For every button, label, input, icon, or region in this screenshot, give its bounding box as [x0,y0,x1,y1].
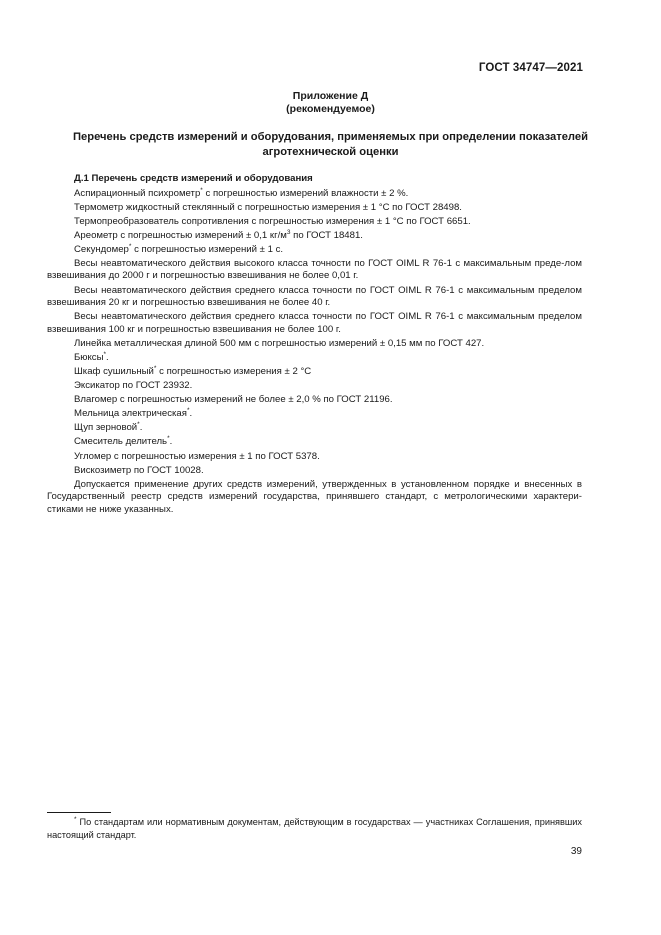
list-item-text: Весы неавтоматического действия высокого класса точности по ГОСТ OIML R 76-1 с максимальным преде-лом взвешивания до 2000 г и погрешностью взвешивания не более 0,01 г. [47,257,582,282]
list-item-text-tail: с погрешностью измерений ± 1 с. [131,243,284,255]
list-item-text: Бюксы [74,351,104,363]
list-item-text: Секундомер [74,243,129,255]
list-item [47,451,582,464]
list-item [47,285,582,310]
list-item [47,394,582,407]
list-item [47,230,582,243]
list-item [47,244,582,257]
list-item [47,188,582,201]
page-title-line-2: агротехнической оценки [262,145,399,158]
footnote-marker: * [74,815,77,823]
list-item [47,352,582,365]
appendix-heading [0,90,661,116]
list-item-text-tail: с погрешностью измерения ± 2 °С [156,365,312,377]
list-item-text: Аспирационный психрометр [74,187,201,199]
footnote [47,816,582,841]
list-item [47,202,582,215]
list-item-text: Допускается применение других средств измерений, утвержденных в установленном порядке и внесенных в Государственный реестр средств измерений государства, принявшего стандарт, с метрологическими характери-стиками не ниже указанных. [47,478,582,515]
list-item-text: Мельница электрическая [74,408,187,420]
list-item-text: Линейка металлическая длиной 500 мм с погрешностью измерений ± 0,15 мм по ГОСТ 427. [74,337,485,349]
list-item-superscript: * [153,364,157,372]
list-item [47,311,582,336]
list-item-text: Шкаф сушильный [74,365,154,377]
page-title [60,130,601,159]
appendix-label: Приложение Д [292,90,369,102]
section-heading: Д.1 Перечень средств измерений и оборудования [74,173,313,184]
list-item-superscript: * [167,435,170,443]
page-header-standard-id: ГОСТ 34747—2021 [478,62,583,74]
list-item-text: Смеситель делитель [74,436,168,448]
footnote-text: По стандартам или нормативным документам, действующим в государствах — участниках Соглашения, принявших настоящий стандарт. [47,817,582,840]
list-item [47,408,582,421]
list-item-text-tail: с погрешностью измерений влажности ± 2 %. [202,187,409,199]
list-item [47,258,582,283]
list-item-text: Ареометр с погрешностью измерений ± 0,1 кг/м [74,229,287,241]
list-item-superscript: * [200,186,203,194]
list-item-text: Эксикатор по ГОСТ 23932. [74,380,193,392]
list-item [47,380,582,393]
equipment-list [47,188,582,517]
list-item-superscript: * [186,407,190,415]
footnote-divider [47,812,111,813]
list-item-text-tail: . [189,408,193,420]
list-item-text-tail: по ГОСТ 18481. [290,229,363,241]
list-item-text-tail: . [169,436,173,448]
list-item [47,422,582,435]
appendix-status: (рекомендуемое) [286,103,375,115]
page-title-line-1: Перечень средств измерений и оборудования, применяемых при определении показателей [73,131,588,143]
list-item-text: Термопреобразователь сопротивления с погрешностью измерения ± 1 °С по ГОСТ 6651. [74,215,471,227]
list-item [47,366,582,379]
list-item-text: Термометр жидкостный стеклянный с погрешностью измерения ± 1 °С по ГОСТ 28498. [74,201,462,213]
list-item-text: Угломер с погрешностью измерения ± 1 по ГОСТ 5378. [74,450,320,462]
page-number: 39 [570,846,582,857]
list-item [47,465,582,478]
list-item-text-tail: . [139,422,143,434]
list-item-text: Весы неавтоматического действия среднего класса точности по ГОСТ OIML R 76-1 с максимальным пределом взвешивания 100 кг и погрешностью взвешивания не более 100 г. [47,311,582,335]
list-item [47,479,582,517]
list-item [47,216,582,229]
list-item-superscript: * [137,421,140,429]
list-item-text: Весы неавтоматического действия среднего класса точности по ГОСТ OIML R 76-1 с максимальным пределом взвешивания 20 кг и погрешностью взвешивания не более 40 г. [47,284,582,309]
list-item-text: Щуп зерновой [74,422,138,434]
list-item-superscript: * [128,242,132,250]
list-item [47,338,582,351]
list-item-superscript: 3 [286,228,291,236]
list-item-text: Влагомер с погрешностью измерений не более ± 2,0 % по ГОСТ 21196. [74,394,393,406]
equipment-list-section [47,173,582,518]
list-item-superscript: * [103,350,107,358]
list-item [47,436,582,449]
list-item-text: Вискозиметр по ГОСТ 10028. [74,464,204,476]
list-item-text-tail: . [106,351,109,363]
